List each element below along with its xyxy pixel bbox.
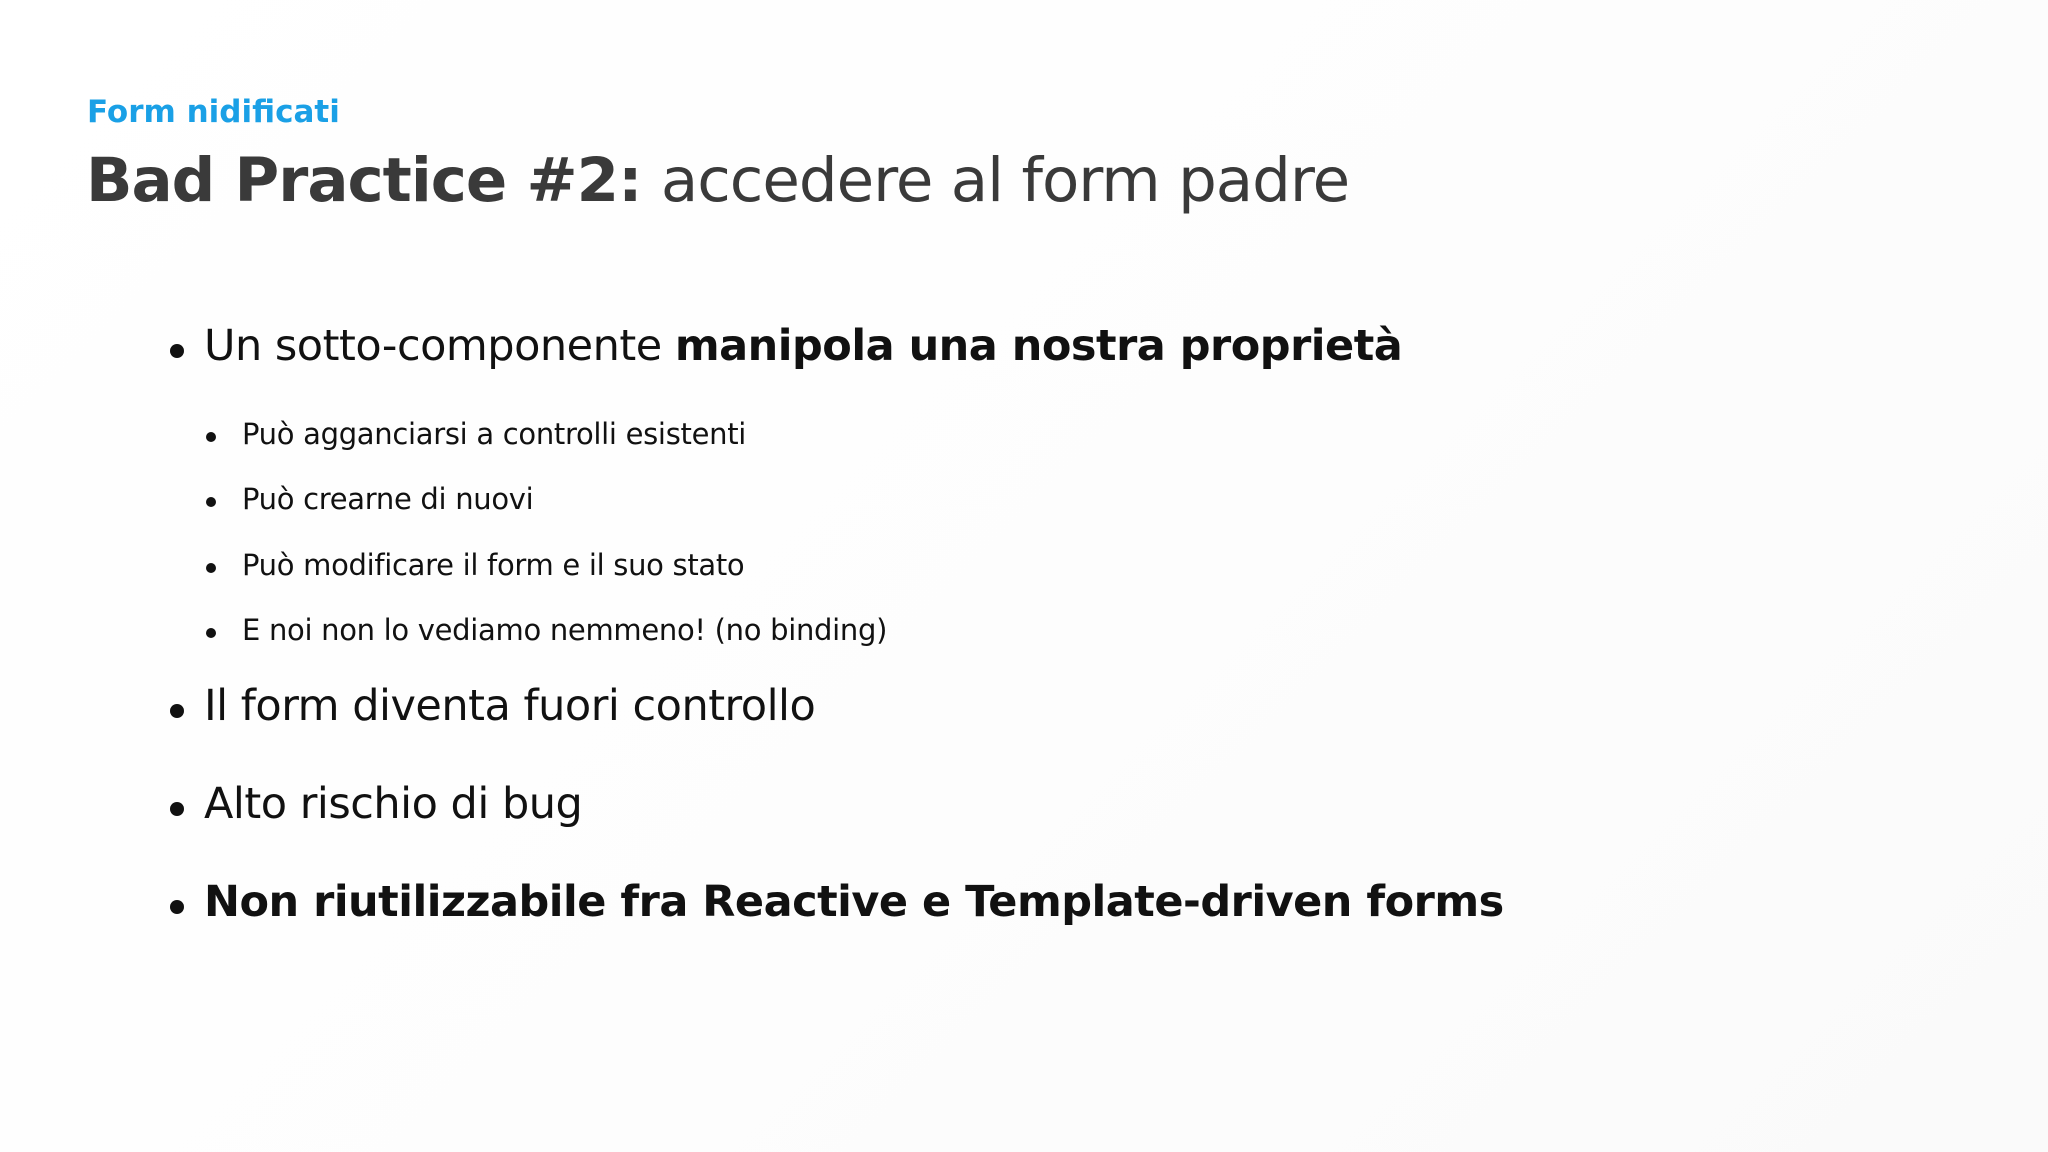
sub-bullet-dot-icon xyxy=(206,628,216,638)
bullet-dot-icon xyxy=(170,704,184,718)
sub-bullet-text: Può agganciarsi a controlli esistenti xyxy=(242,417,747,451)
sub-bullet-item xyxy=(204,610,887,650)
bullet-text: Non riutilizzabile fra Reactive e Template-driven forms xyxy=(204,877,1504,927)
bullet-text: Alto rischio di bug xyxy=(204,779,583,829)
slide-title xyxy=(86,141,1349,221)
bullet-text xyxy=(204,316,1402,376)
bullet-item xyxy=(166,676,815,736)
sub-bullet-dot-icon xyxy=(206,497,216,507)
sub-bullet-item xyxy=(204,479,533,519)
bullet-item xyxy=(166,316,1402,376)
bullet-dot-icon xyxy=(170,344,184,358)
bullet-item xyxy=(166,774,582,834)
sub-bullet-item xyxy=(204,545,744,585)
bullet-text: Il form diventa fuori controllo xyxy=(204,681,816,731)
sub-bullet-item xyxy=(204,414,746,454)
bullet-text-bold: manipola una nostra proprietà xyxy=(674,321,1403,371)
bullet-dot-icon xyxy=(170,802,184,816)
section-label: Form nidificati xyxy=(87,94,340,130)
slide-title-rest: accedere al form padre xyxy=(660,145,1350,216)
bullet-dot-icon xyxy=(170,900,184,914)
bullet-item xyxy=(166,872,1504,932)
sub-bullet-dot-icon xyxy=(206,432,216,442)
sub-bullet-text: Può crearne di nuovi xyxy=(242,482,534,516)
bullet-text-normal: Un sotto-componente xyxy=(204,321,662,371)
sub-bullet-dot-icon xyxy=(206,563,216,573)
sub-bullet-text: E noi non lo vediamo nemmeno! (no binding) xyxy=(242,613,888,647)
slide-title-strong: Bad Practice #2: xyxy=(86,145,642,216)
sub-bullet-text: Può modificare il form e il suo stato xyxy=(242,548,745,582)
